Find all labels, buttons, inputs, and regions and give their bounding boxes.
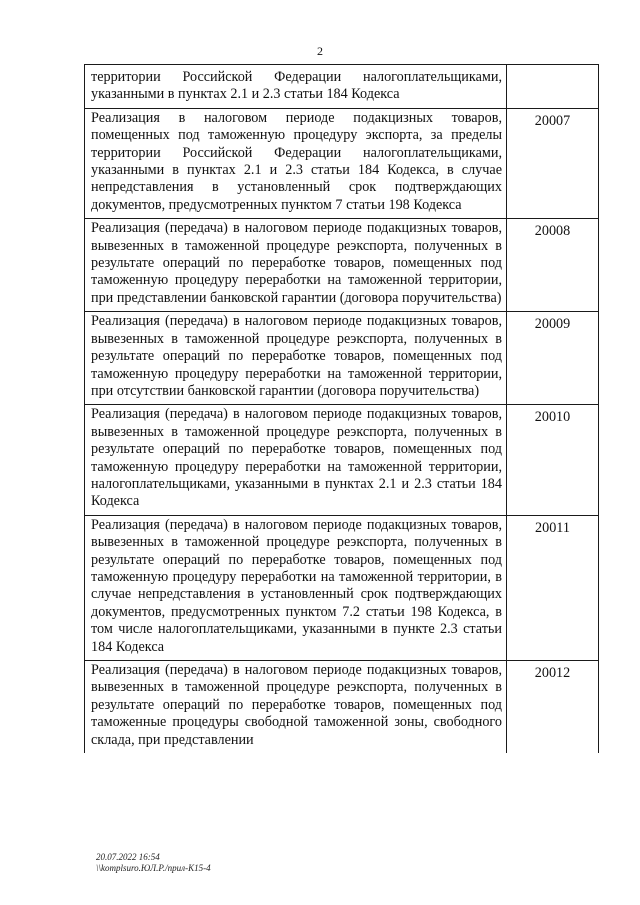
table-row: [85, 65, 599, 109]
table-row: [85, 661, 599, 754]
table-row: [85, 108, 599, 218]
footer-file-path: \\komplsuro.ЮЛ.Р./прил-К15-4: [96, 863, 211, 873]
operation-code: 20012: [534, 665, 571, 681]
operation-code: 20009: [534, 316, 571, 333]
operation-code-cell: [507, 108, 599, 218]
operation-code: 20010: [534, 409, 571, 426]
operation-description: Реализация (передача) в налоговом периоде подакцизных товаров, вывезенных в таможенной процедуре реэкспорта, полученных в результате операций по переработке товаров, помещенных под таможенную процедуру переработки на таможенной территории, при представлении банковской гарантии (договора поручительства): [85, 219, 507, 312]
operation-description: Реализация (передача) в налоговом периоде подакцизных товаров, вывезенных в таможенной процедуре реэкспорта, полученных в результате операций по переработке товаров, помещенных под таможенную процедуру переработки на таможенной территории, при отсутствии банковской гарантии (договора поручительства): [85, 312, 507, 405]
footer-timestamp: 20.07.2022 16:54: [96, 852, 160, 862]
operation-code-cell: [507, 312, 599, 405]
table-row: [85, 219, 599, 312]
operation-description: Реализация (передача) в налоговом периоде подакцизных товаров, вывезенных в таможенной процедуре реэкспорта, полученных в результате операций по переработке товаров, помещенных под таможенные процедуры свободной таможенной зоны, свободного склада, при представлении: [85, 661, 507, 754]
operation-description: Реализация в налоговом периоде подакцизных товаров, помещенных под таможенную процедуру экспорта, за пределы территории Российской Федерации налогоплательщиками, указанными в пунктах 2.1 и 2.3 статьи 184 Кодекса, в случае непредставления в установленный срок подтверждающих документов, предусмотренных пунктом 7 статьи 198 Кодекса: [85, 108, 507, 218]
document-footer: [96, 852, 211, 874]
page-number: 2: [317, 44, 323, 58]
operation-code: [509, 69, 596, 72]
operation-code-cell: [507, 219, 599, 312]
operation-code-cell: [507, 405, 599, 515]
table-row: [85, 515, 599, 660]
operations-table: [84, 64, 599, 753]
operation-description: Реализация (передача) в налоговом периоде подакцизных товаров, вывезенных в таможенной процедуре реэкспорта, полученных в результате операций по переработке товаров, помещенных под таможенную процедуру переработки на таможенной территории, налогоплательщиками, указанными в пунктах 2.1 и 2.3 статьи 184 Кодекса: [85, 405, 507, 515]
operation-code-cell: [507, 661, 599, 754]
operation-description: Реализация (передача) в налоговом периоде подакцизных товаров, вывезенных в таможенной процедуре реэкспорта, полученных в результате операций по переработке товаров, помещенных под таможенную процедуру переработки на таможенной территории, в случае непредставления в установленный срок подтверждающих документов, предусмотренных пунктом 7.2 статьи 198 Кодекса, в том числе налогоплательщиками, указанными в пункте 2.3 статьи 184 Кодекса: [85, 515, 507, 660]
table-row: [85, 405, 599, 515]
operation-code: 20011: [535, 519, 570, 536]
operation-code-cell: [507, 515, 599, 660]
operation-code: 20007: [534, 112, 571, 129]
operation-code-cell: [507, 65, 599, 109]
operation-description: территории Российской Федерации налогоплательщиками, указанными в пунктах 2.1 и 2.3 статьи 184 Кодекса: [85, 65, 507, 109]
table-row: [85, 312, 599, 405]
operation-code: 20008: [534, 223, 571, 240]
